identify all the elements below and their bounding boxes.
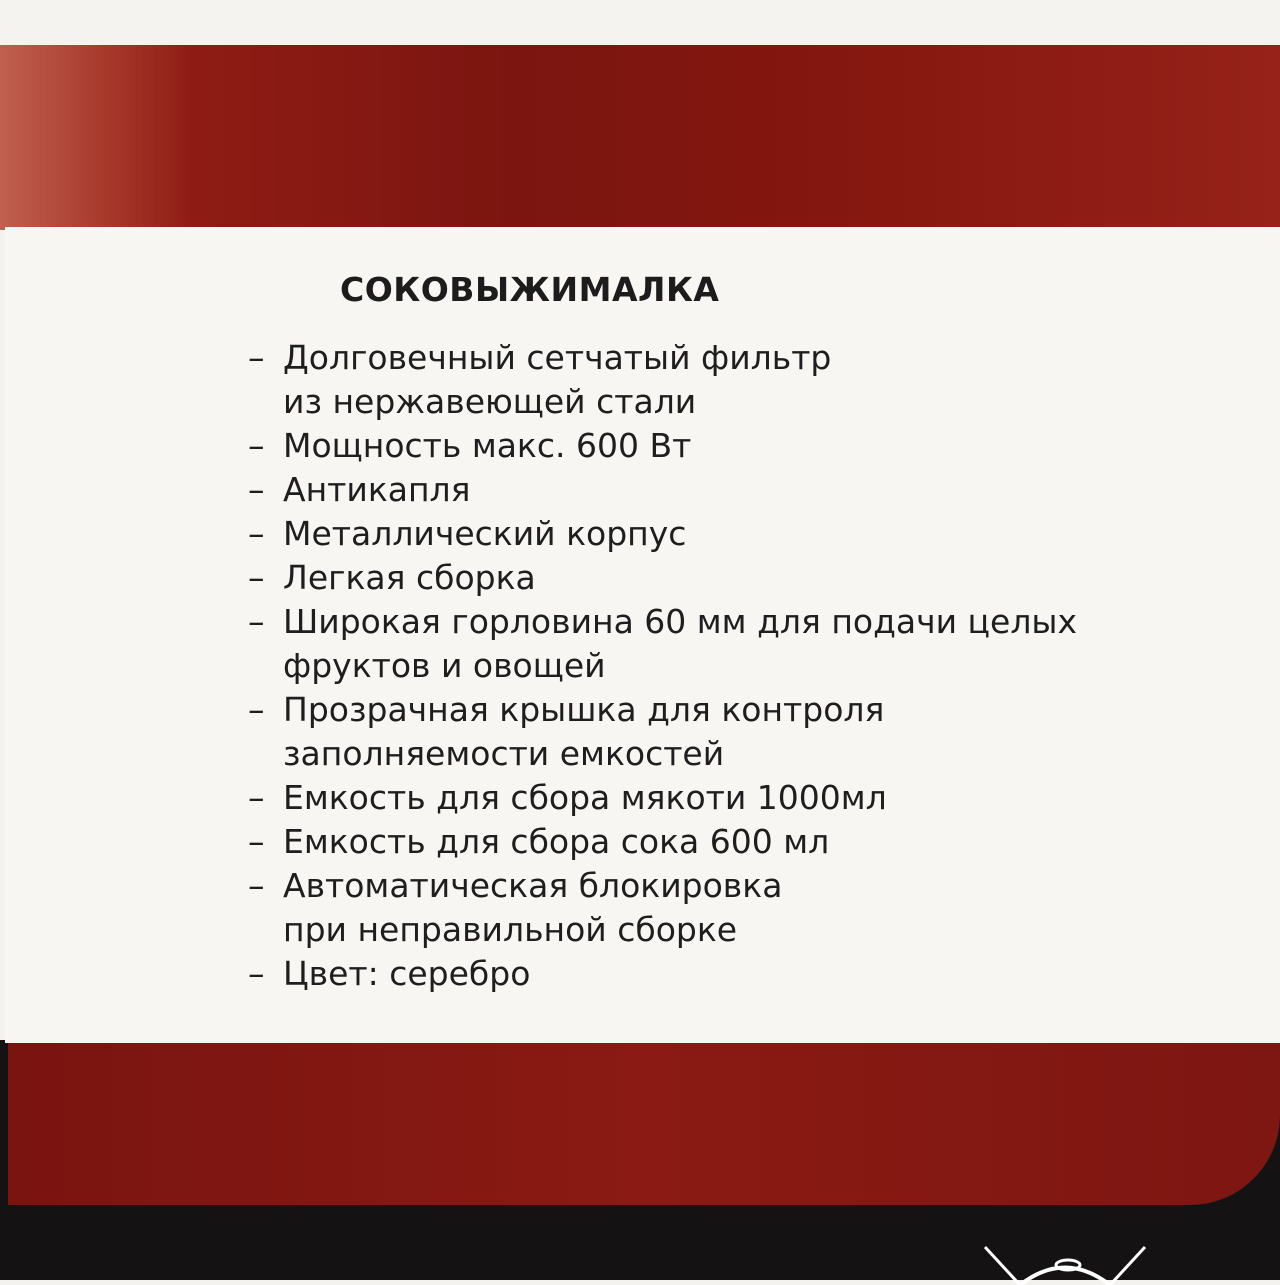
product-title: СОКОВЫЖИМАЛКА	[340, 270, 720, 309]
feature-line: Антикапля	[283, 470, 471, 509]
red-top-band	[0, 45, 1280, 230]
feature-line: Прозрачная крышка для контроля	[283, 690, 885, 729]
feature-item	[248, 556, 1077, 600]
feature-line: Емкость для сбора мякоти 1000мл	[283, 778, 887, 817]
dash-bullet: –	[248, 514, 265, 553]
appliance-logo-icon	[975, 1245, 1155, 1285]
feature-line: Емкость для сбора сока 600 мл	[283, 822, 830, 861]
feature-item	[248, 688, 1077, 776]
top-white-band	[0, 0, 1280, 48]
feature-item	[248, 468, 1077, 512]
feature-line: из нержавеющей стали	[283, 382, 697, 421]
dash-bullet: –	[248, 954, 265, 993]
feature-line: Широкая горловина 60 мм для подачи целых	[283, 602, 1077, 641]
feature-item	[248, 600, 1077, 688]
feature-item	[248, 336, 1077, 424]
dash-bullet: –	[248, 822, 265, 861]
feature-line: Металлический корпус	[283, 514, 687, 553]
feature-item	[248, 776, 1077, 820]
dash-bullet: –	[248, 602, 265, 641]
feature-line: фруктов и овощей	[283, 646, 606, 685]
dash-bullet: –	[248, 470, 265, 509]
feature-item	[248, 952, 1077, 996]
feature-item	[248, 424, 1077, 468]
dash-bullet: –	[248, 558, 265, 597]
feature-line: Цвет: серебро	[283, 954, 531, 993]
feature-line: Легкая сборка	[283, 558, 536, 597]
feature-line: Мощность макс. 600 Вт	[283, 426, 692, 465]
feature-item	[248, 864, 1077, 952]
dash-bullet: –	[248, 778, 265, 817]
feature-line: при неправильной сборке	[283, 910, 738, 949]
dash-bullet: –	[248, 426, 265, 465]
red-bottom-band	[8, 1040, 1280, 1205]
dash-bullet: –	[248, 338, 265, 377]
feature-item	[248, 512, 1077, 556]
feature-item	[248, 820, 1077, 864]
feature-list	[248, 336, 1077, 996]
feature-line: Долговечный сетчатый фильтр	[283, 338, 832, 377]
feature-line: Автоматическая блокировка	[283, 866, 783, 905]
dash-bullet: –	[248, 866, 265, 905]
dash-bullet: –	[248, 690, 265, 729]
feature-line: заполняемости емкостей	[283, 734, 725, 773]
